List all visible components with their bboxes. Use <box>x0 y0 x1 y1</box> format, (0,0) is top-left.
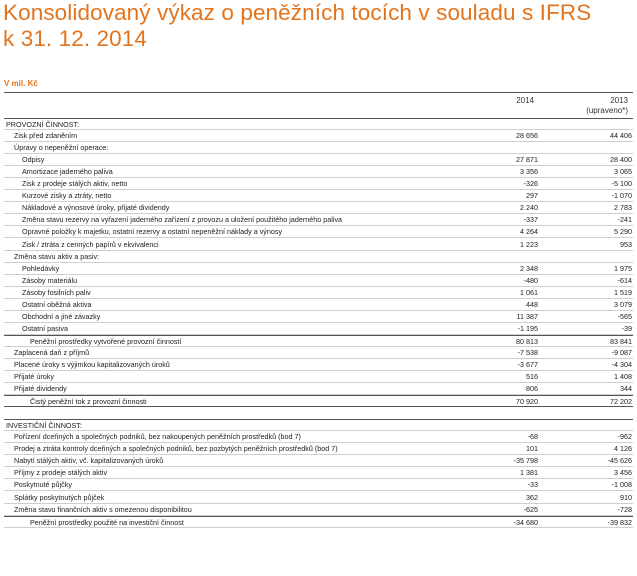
table-row <box>4 516 633 528</box>
value-2014: -326 <box>523 179 538 189</box>
unit-label: V mil. Kč <box>4 79 38 88</box>
row-label: Změna stavu finančních aktiv s omezenou disponibilitou <box>14 504 192 514</box>
value-2013: 44 406 <box>610 131 632 141</box>
row-label: Opravné položky k majetku, ostatní rezervy a ostatní nepeněžní náklady a výnosy <box>22 227 283 237</box>
value-2014: 3 356 <box>520 167 538 177</box>
table-row <box>4 504 633 516</box>
table-row <box>4 275 633 287</box>
value-2013: -565 <box>617 311 632 321</box>
table-row <box>4 226 633 238</box>
table-row <box>4 214 633 226</box>
row-label: Zásoby fosilních paliv <box>22 287 91 297</box>
value-2014: 11 387 <box>516 311 538 321</box>
row-label: Peněžní prostředky vytvořené provozní činností <box>30 336 182 346</box>
value-2014: -480 <box>523 275 538 285</box>
value-2014: 2 240 <box>520 203 538 213</box>
column-header-2014: 2014 <box>516 96 534 105</box>
table-row <box>4 455 633 467</box>
value-2013: 28 400 <box>610 155 632 165</box>
table-row <box>4 118 633 130</box>
value-2014: 4 264 <box>520 227 538 237</box>
value-2014: 297 <box>526 191 538 201</box>
value-2014: -35 798 <box>513 456 538 466</box>
value-2014: 2 348 <box>520 263 538 273</box>
row-label: Změna stavu rezervy na vyřazení jaderného zařízení z provozu a uložení použitého jaderného paliva <box>22 215 343 225</box>
table-row <box>4 467 633 479</box>
row-label: Placené úroky s výjimkou kapitalizovaných úroků <box>14 360 170 369</box>
value-2014: -625 <box>523 504 538 514</box>
row-label: Úpravy o nepeněžní operace: <box>14 143 109 153</box>
value-2014: 101 <box>526 444 538 454</box>
value-2013: -1 008 <box>611 480 632 490</box>
column-header-2013-note: (upraveno*) <box>586 106 628 115</box>
row-label: Obchodní a jiné závazky <box>22 311 101 321</box>
table-row <box>4 299 633 311</box>
value-2013: -5 100 <box>611 179 632 189</box>
value-2014: -68 <box>527 432 538 442</box>
value-2014: 1 381 <box>520 468 538 478</box>
row-label: Nákladové a výnosové úroky, přijaté dividendy <box>22 203 170 213</box>
row-label: Zaplacená daň z příjmů <box>14 347 90 357</box>
row-label: Přijaté úroky <box>14 372 54 382</box>
table-row <box>4 166 633 178</box>
value-2013: 4 126 <box>614 444 632 454</box>
value-2013: -45 626 <box>607 456 632 466</box>
row-label: Peněžní prostředky použité na investiční činnost <box>30 517 184 527</box>
value-2013: 2 783 <box>614 203 632 213</box>
table-row <box>4 154 633 166</box>
table-row <box>4 178 633 190</box>
value-2013: -1 070 <box>611 191 632 201</box>
row-label: Příjmy z prodeje stálých aktiv <box>14 468 108 478</box>
table-row <box>4 359 633 371</box>
value-2013: 344 <box>620 384 632 394</box>
table-row <box>4 311 633 323</box>
table-row <box>4 335 633 347</box>
value-2013: -9 087 <box>611 347 632 357</box>
value-2013: 5 290 <box>614 227 632 237</box>
value-2013: -39 832 <box>607 517 632 527</box>
value-2013: 3 065 <box>614 167 632 177</box>
value-2014: -3 677 <box>517 360 538 369</box>
value-2014: -7 538 <box>517 347 538 357</box>
value-2013: -39 <box>621 323 632 333</box>
table-row <box>4 239 633 251</box>
table-row <box>4 323 633 335</box>
row-label: Splátky poskytnutých půjček <box>14 492 105 502</box>
value-2014: -337 <box>523 215 538 225</box>
row-label: Nabytí stálých aktiv, vč. kapitalizovaných úroků <box>14 456 164 466</box>
row-label: Zásoby materiálu <box>22 275 78 285</box>
row-label: Ostatní pasiva <box>22 323 68 333</box>
value-2014: 516 <box>526 372 538 382</box>
value-2013: -962 <box>617 432 632 442</box>
value-2013: 910 <box>620 492 632 502</box>
title-line-1: Konsolidovaný výkaz o peněžních tocích v souladu s IFRS <box>3 0 592 25</box>
value-2014: 70 920 <box>516 397 538 407</box>
value-2014: -33 <box>527 480 538 490</box>
row-label: Kurzové zisky a ztráty, netto <box>22 191 112 201</box>
value-2013: -728 <box>617 504 632 514</box>
row-label: Pořízení dceřiných a společných podniků, bez nakoupených peněžních prostředků (bod 7) <box>14 432 301 442</box>
row-label: Zisk / ztráta z cenných papírů v ekvivalenci <box>22 239 159 249</box>
value-2014: 362 <box>526 492 538 502</box>
row-label: Přijaté dividendy <box>14 384 67 394</box>
value-2013: 83 841 <box>610 336 632 346</box>
page-title <box>3 0 637 52</box>
value-2013: -4 304 <box>611 360 632 369</box>
row-label: INVESTIČNÍ ČINNOST: <box>6 421 82 431</box>
value-2013: -241 <box>617 215 632 225</box>
table-row <box>4 443 633 455</box>
row-label: Zisk z prodeje stálých aktiv, netto <box>22 179 128 189</box>
value-2014: 27 871 <box>516 155 538 165</box>
table-row <box>4 347 633 359</box>
value-2014: 806 <box>526 384 538 394</box>
row-label: Pohledávky <box>22 263 60 273</box>
title-line-2: k 31. 12. 2014 <box>3 26 148 51</box>
table-row <box>4 419 633 431</box>
row-label: Čistý peněžní tok z provozní činnosti <box>30 397 147 407</box>
table-row <box>4 431 633 443</box>
value-2013: 953 <box>620 239 632 249</box>
value-2013: 72 202 <box>610 397 632 407</box>
value-2013: 1 519 <box>614 287 632 297</box>
row-label: Zisk před zdaněním <box>14 131 78 141</box>
header-rule <box>4 92 633 93</box>
table-row <box>4 251 633 263</box>
table-row <box>4 383 633 395</box>
value-2014: 1 223 <box>520 239 538 249</box>
table-row <box>4 287 633 299</box>
column-header-2013-year: 2013 <box>610 96 628 105</box>
table-row <box>4 371 633 383</box>
value-2014: 448 <box>526 299 538 309</box>
value-2014: -1 195 <box>517 323 538 333</box>
value-2013: 3 079 <box>614 299 632 309</box>
value-2014: -34 680 <box>513 517 538 527</box>
table-row <box>4 130 633 142</box>
table-row <box>4 395 633 407</box>
value-2014: 80 813 <box>516 336 538 346</box>
table-row <box>4 202 633 214</box>
value-2014: 1 061 <box>520 287 538 297</box>
row-label: Poskytnuté půjčky <box>14 480 72 490</box>
row-label: Změna stavu aktiv a pasiv: <box>14 251 100 261</box>
table-row <box>4 479 633 491</box>
row-label: Prodej a ztráta kontroly dceřiných a společných podniků, bez pozbytých peněžních prostředků (bod 7) <box>14 444 338 454</box>
table-row <box>4 263 633 275</box>
value-2013: -614 <box>617 275 632 285</box>
row-label: Amortizace jaderného paliva <box>22 167 113 177</box>
table-row <box>4 492 633 504</box>
value-2014: 28 656 <box>516 131 538 141</box>
table-row <box>4 142 633 154</box>
row-label: PROVOZNÍ ČINNOST: <box>6 120 80 129</box>
value-2013: 3 456 <box>614 468 632 478</box>
row-label: Ostatní oběžná aktiva <box>22 299 92 309</box>
table-row <box>4 190 633 202</box>
column-header-2013 <box>568 96 628 116</box>
value-2013: 1 975 <box>614 263 632 273</box>
value-2013: 1 408 <box>614 372 632 382</box>
row-label: Odpisy <box>22 155 45 165</box>
